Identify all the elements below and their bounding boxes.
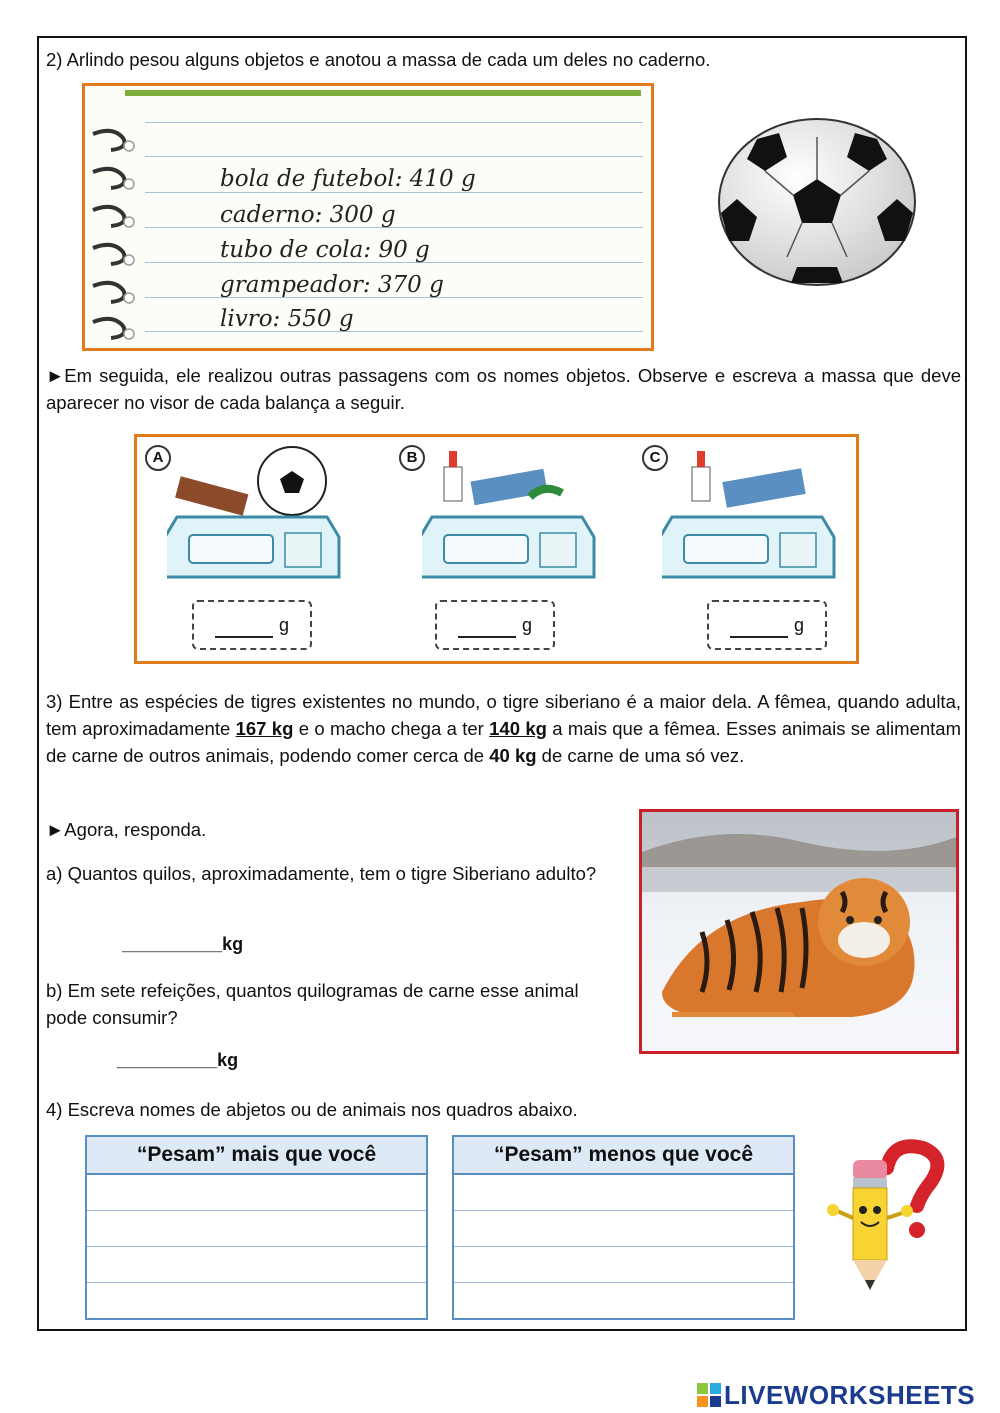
q4-prompt: 4) Escreva nomes de abjetos ou de animais nos quadros abaixo.: [46, 1099, 578, 1120]
heavier-row-3[interactable]: [87, 1247, 426, 1283]
lighter-row-3[interactable]: [454, 1247, 793, 1283]
q3a-question: a) Quantos quilos, aproximadamente, tem o tigre Siberiano adulto?: [46, 863, 597, 884]
scale-b-unit: g: [521, 615, 532, 635]
liveworksheets-logo-icon: [697, 1383, 721, 1407]
heavier-row-4[interactable]: [87, 1283, 426, 1319]
lighter-header: “Pesam” menos que você: [454, 1137, 793, 1175]
female-weight: 167 kg: [235, 718, 294, 739]
lighter-row-4[interactable]: [454, 1283, 793, 1319]
q3b-question: b) Em sete refeições, quantos quilogramas de carne esse animal pode consumir?: [46, 980, 579, 1028]
notebook-line-4: grampeador: 370 g: [220, 272, 444, 298]
q2-instruction: ►Em seguida, ele realizou outras passagens com os nomes objetos. Observe e escreva a massa que deve aparecer no visor de cada balança a seguir.: [46, 365, 961, 413]
scale-c-illustration: [662, 445, 842, 595]
q2-prompt: 2) Arlindo pesou alguns objetos e anotou a massa de cada um deles no caderno.: [46, 49, 711, 70]
scale-b-illustration: [422, 445, 602, 595]
soccer-ball-icon: [717, 117, 917, 287]
pencil-question-icon: [825, 1138, 945, 1298]
q3-instruction: ►Agora, responda.: [46, 819, 207, 840]
meal-weight: 40 kg: [489, 745, 537, 766]
spiral-binding-icon: [85, 86, 145, 348]
q3-paragraph: 3) Entre as espécies de tigres existentes no mundo, o tigre siberiano é a maior dela. A fêmea, quando adulta, tem aproximadamente 167 kg e o macho chega a ter 140 kg a mais que a fêmea. Esses animais se alimentam de carne de outros animais, podendo comer cerca de 40 kg de carne de uma só vez.: [46, 691, 961, 766]
heavier-row-2[interactable]: [87, 1211, 426, 1247]
heavier-than-you-table: [85, 1135, 428, 1320]
notebook-line-3: tubo de cola: 90 g: [220, 237, 430, 263]
scale-a-answer-box[interactable]: [192, 600, 312, 650]
scale-a-unit: g: [278, 615, 289, 635]
heavier-row-1[interactable]: [87, 1175, 426, 1211]
scale-a-illustration: [167, 445, 347, 595]
q3b-answer-field[interactable]: __________kg: [117, 1050, 239, 1070]
q3a-answer-field[interactable]: __________kg: [122, 934, 244, 954]
scale-c-unit: g: [793, 615, 804, 635]
scale-b-letter: B: [399, 445, 425, 471]
tiger-icon: [642, 812, 956, 1051]
tiger-image: [639, 809, 959, 1054]
male-extra-weight: 140 kg: [489, 718, 547, 739]
notebook-line-1: bola de futebol: 410 g: [220, 166, 476, 192]
heavier-header: “Pesam” mais que você: [87, 1137, 426, 1175]
lighter-than-you-table: [452, 1135, 795, 1320]
scale-b-answer-box[interactable]: [435, 600, 555, 650]
notebook-line-5: livro: 550 g: [220, 306, 354, 332]
liveworksheets-brand: LIVEWORKSHEETS: [724, 1380, 976, 1410]
notebook-image: [82, 83, 654, 351]
scale-c-answer-box[interactable]: [707, 600, 827, 650]
scale-a-letter: A: [145, 445, 171, 471]
scales-panel: [134, 434, 859, 664]
notebook-line-2: caderno: 300 g: [220, 202, 396, 228]
scale-c-letter: C: [642, 445, 668, 471]
lighter-row-2[interactable]: [454, 1211, 793, 1247]
lighter-row-1[interactable]: [454, 1175, 793, 1211]
